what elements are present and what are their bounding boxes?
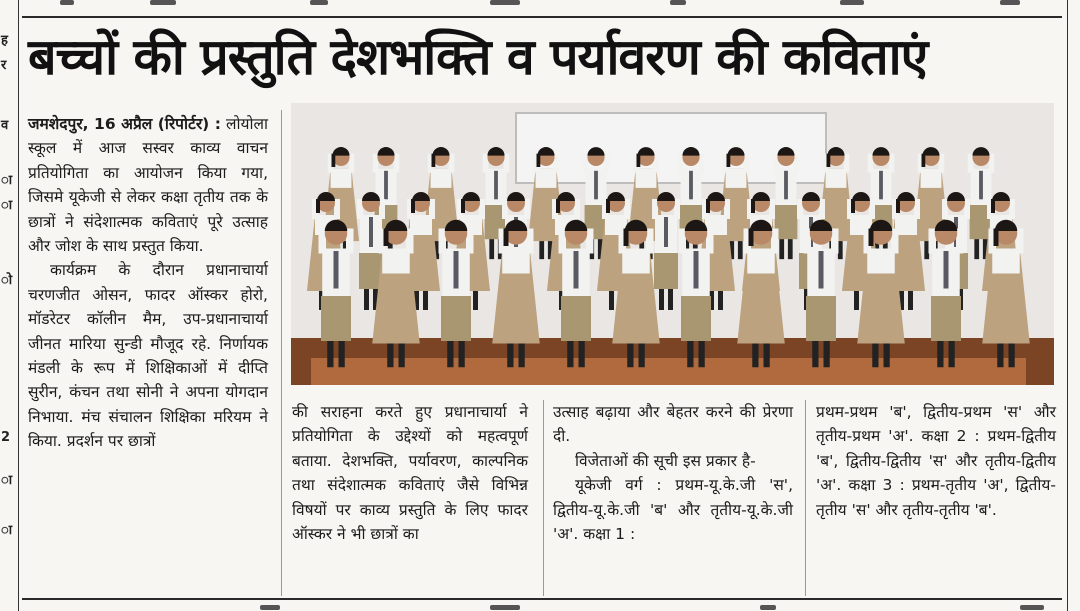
- top-divider: [22, 16, 1062, 18]
- article-column-4: [816, 400, 1056, 522]
- paragraph: विजेताओं की सूची इस प्रकार है-: [575, 451, 756, 470]
- students-photo: [291, 103, 1054, 385]
- column-separator: [281, 110, 282, 596]
- paragraph: की सराहना करते हुए प्रधानाचार्या ने प्रतियोगिता के उद्देश्यों को महत्वपूर्ण बताया. देशभक्ति, पर्यावरण, काल्पनिक तथा संदेशात्मक कविताएं जैसे विभिन्न विषयों पर काव्य प्रस्तुति के लिए फादर ऑस्कर ने भी छात्रों का: [292, 403, 528, 544]
- previous-article-cutoff: [60, 0, 1060, 8]
- edge-fragment: 2: [1, 430, 11, 445]
- bottom-divider: [22, 598, 1062, 600]
- adjacent-column-left: [0, 0, 19, 611]
- edge-fragment: ो: [1, 273, 13, 288]
- next-article-cutoff: [60, 603, 1060, 611]
- edge-fragment: व: [1, 118, 9, 133]
- article-column-3: [553, 400, 793, 546]
- photo-stage-step: [331, 365, 1011, 373]
- dateline: जमशेदपुर, 16 अप्रैल (रिपोर्टर) :: [28, 115, 221, 133]
- edge-fragment: ा: [1, 173, 13, 188]
- edge-fragment: ा: [1, 473, 13, 488]
- edge-fragment: ा: [1, 198, 13, 213]
- winners-list: यूकेजी वर्ग : प्रथम-यू.के.जी 'स', द्वितीय-यू.के.जी 'ब' और तृतीय-यू.के.जी 'अ'. कक्षा 1 :: [553, 476, 793, 544]
- edge-fragment: ा: [1, 523, 13, 538]
- edge-fragment: र: [1, 58, 7, 73]
- column-separator: [543, 400, 544, 596]
- winners-list-continued: प्रथम-प्रथम 'ब', द्वितीय-प्रथम 'स' और तृतीय-प्रथम 'अ'. कक्षा 2 : प्रथम-द्वितीय 'ब', द्वितीय-द्वितीय 'स' और तृतीय-द्वितीय 'अ'. कक्षा 3 : प्रथम-तृतीय 'अ', द्वितीय-तृतीय 'स' और तृतीय-तृतीय 'ब'.: [816, 403, 1056, 519]
- column-separator: [805, 400, 806, 596]
- adjacent-column-right: [1067, 0, 1080, 611]
- article-column-1: [28, 112, 268, 454]
- edge-fragment: ह: [1, 33, 8, 48]
- paragraph: उत्साह बढ़ाया और बेहतर करने की प्रेरणा दी.: [553, 403, 793, 446]
- article-column-2: [292, 400, 528, 546]
- paragraph: कार्यक्रम के दौरान प्रधानाचार्या चरणजीत ओसन, फादर ऑस्कर होरो, मॉडरेटर कॉलीन मैम, उप-प्रधानाचार्या जीनत मारिया सुन्डी मौजूद रहे. निर्णायक मंडली के रूप में शिक्षिकाओं में दीप्ति सुरीन, कंचन तथा सोनी ने अपना योगदान निभाया. मंच संचालन शिक्षिका मरियम ने किया. प्रदर्शन पर छात्रों: [28, 261, 268, 451]
- paragraph: लोयोला स्कूल में आज सस्वर काव्य वाचन प्रतियोगिता का आयोजन किया गया, जिसमे यूकेजी से लेकर कक्षा तृतीय तक के छात्रों ने संदेशात्मक कविताएं पूरे उत्साह और जोश के साथ प्रस्तुत किया.: [28, 115, 268, 256]
- headline: बच्चों की प्रस्तुति देशभक्ति व पर्यावरण की कविताएं: [28, 28, 928, 86]
